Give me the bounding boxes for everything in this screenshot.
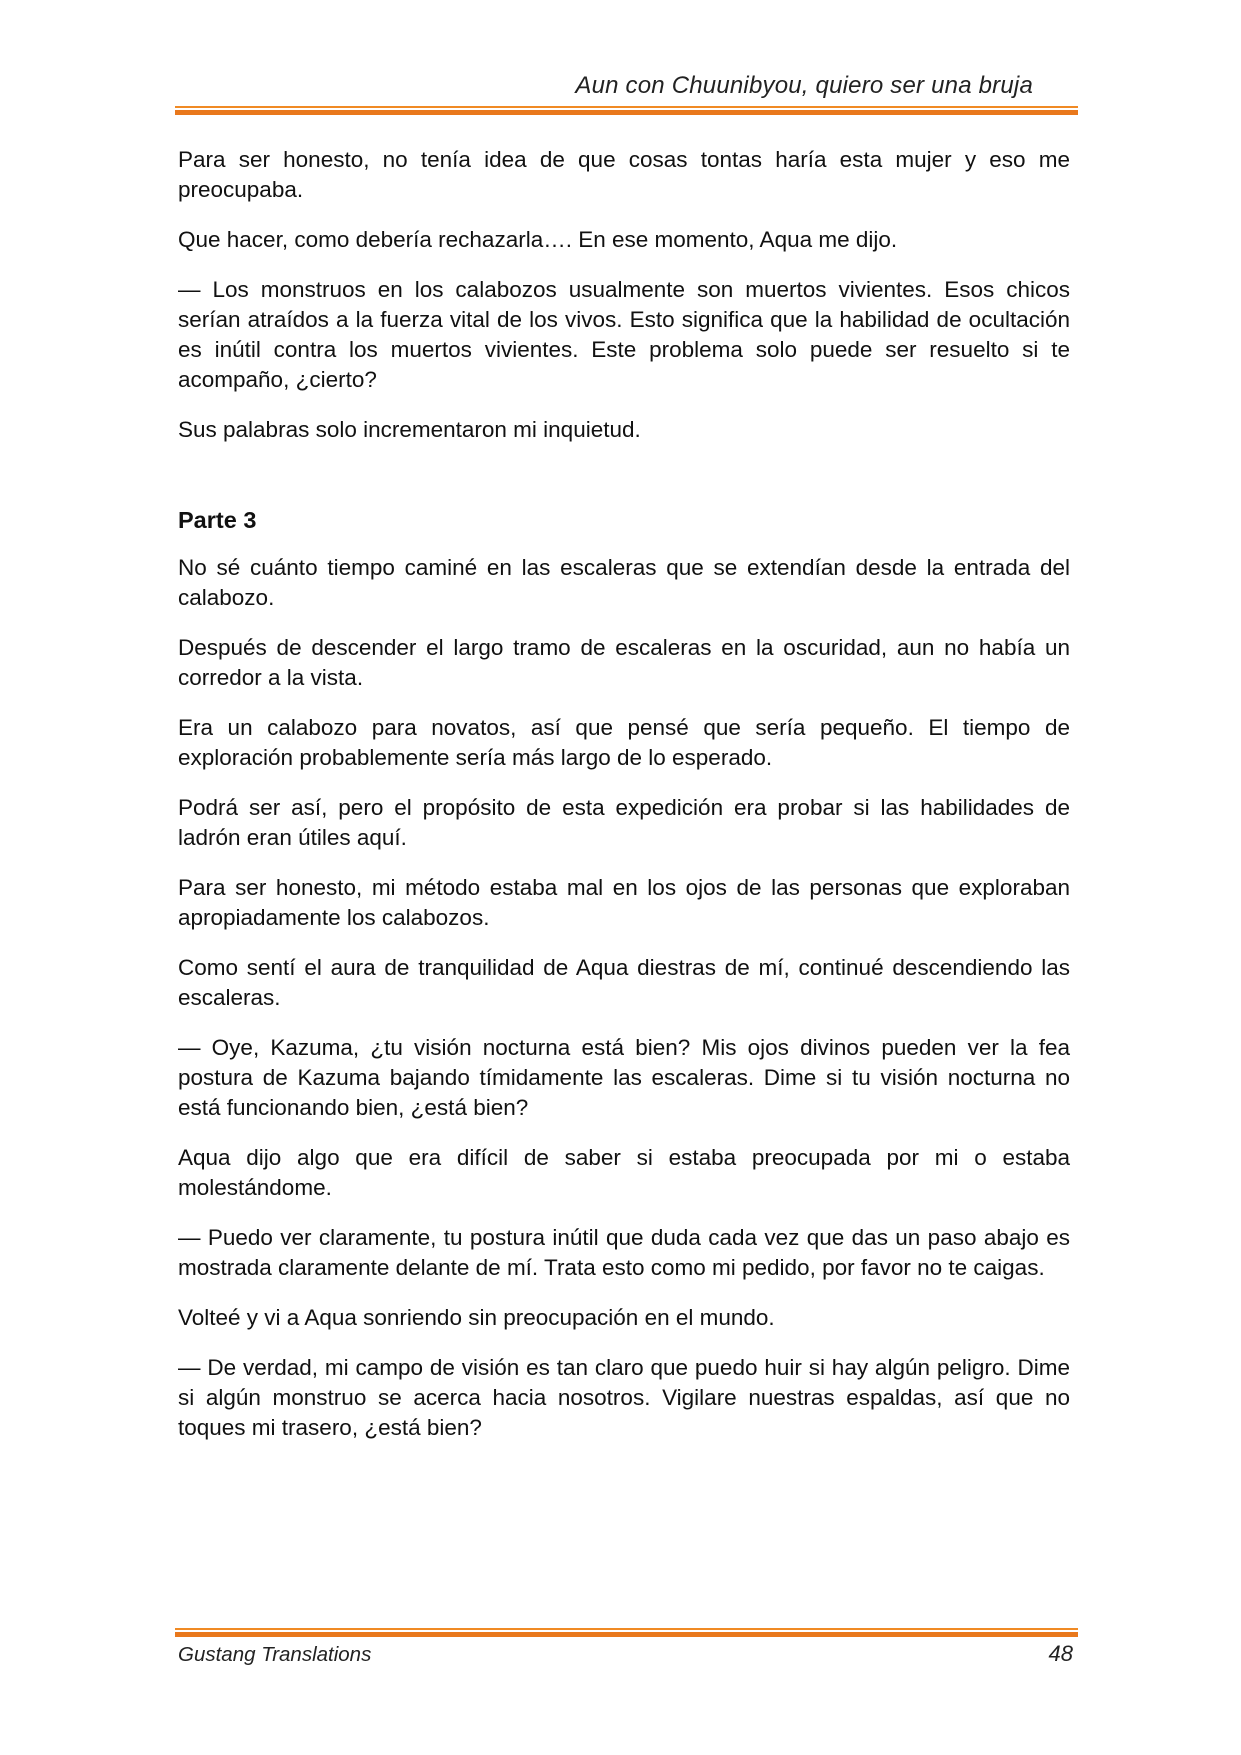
running-header-title: Aun con Chuunibyou, quiero ser una bruja: [575, 72, 1033, 99]
paragraph: Aqua dijo algo que era difícil de saber si estaba preocupada por mi o estaba molestándome.: [178, 1145, 1070, 1200]
paragraph: No sé cuánto tiempo caminé en las escaleras que se extendían desde la entrada del calabozo.: [178, 555, 1070, 610]
paragraph: Podrá ser así, pero el propósito de esta expedición era probar si las habilidades de ladrón eran útiles aquí.: [178, 795, 1070, 850]
paragraph: Para ser honesto, no tenía idea de que cosas tontas haría esta mujer y eso me preocupaba.: [178, 147, 1070, 202]
paragraph: Sus palabras solo incrementaron mi inquietud.: [178, 417, 641, 442]
page-number: 48: [1048, 1641, 1073, 1666]
paragraph: Que hacer, como debería rechazarla…. En ese momento, Aqua me dijo.: [178, 227, 898, 252]
footer-rule: [175, 1628, 1078, 1637]
section-heading: Parte 3: [178, 507, 257, 533]
paragraph: Para ser honesto, mi método estaba mal en los ojos de las personas que exploraban apropiadamente los calabozos.: [178, 875, 1070, 930]
paragraph: Volteé y vi a Aqua sonriendo sin preocupación en el mundo.: [178, 1305, 775, 1330]
paragraph: — Puedo ver claramente, tu postura inútil que duda cada vez que das un paso abajo es mostrada claramente delante de mí. Trata esto como mi pedido, por favor no te caigas.: [178, 1225, 1070, 1280]
paragraph: — Los monstruos en los calabozos usualmente son muertos vivientes. Esos chicos serían atraídos a la fuerza vital de los vivos. Esto significa que la habilidad de ocultación es inútil contra los muertos vivientes. Este problema solo puede ser resuelto si te acompaño, ¿cierto?: [178, 277, 1070, 392]
paragraph: Era un calabozo para novatos, así que pensé que sería pequeño. El tiempo de exploración probablemente sería más largo de lo esperado.: [178, 715, 1070, 770]
footer-publisher: Gustang Translations: [178, 1643, 372, 1666]
header-rule: [175, 106, 1078, 115]
paragraph: Como sentí el aura de tranquilidad de Aqua diestras de mí, continué descendiendo las escaleras.: [178, 955, 1070, 1010]
paragraph: — Oye, Kazuma, ¿tu visión nocturna está bien? Mis ojos divinos pueden ver la fea postura de Kazuma bajando tímidamente las escaleras. Dime si tu visión nocturna no está funcionando bien, ¿está bien?: [178, 1035, 1070, 1120]
paragraph: — De verdad, mi campo de visión es tan claro que puedo huir si hay algún peligro. Dime si algún monstruo se acerca hacia nosotros. Vigilare nuestras espaldas, así que no toques mi trasero, ¿está bien?: [178, 1355, 1070, 1440]
page-body: [178, 145, 1070, 1463]
paragraph: Después de descender el largo tramo de escaleras en la oscuridad, aun no había un corredor a la vista.: [178, 635, 1070, 690]
